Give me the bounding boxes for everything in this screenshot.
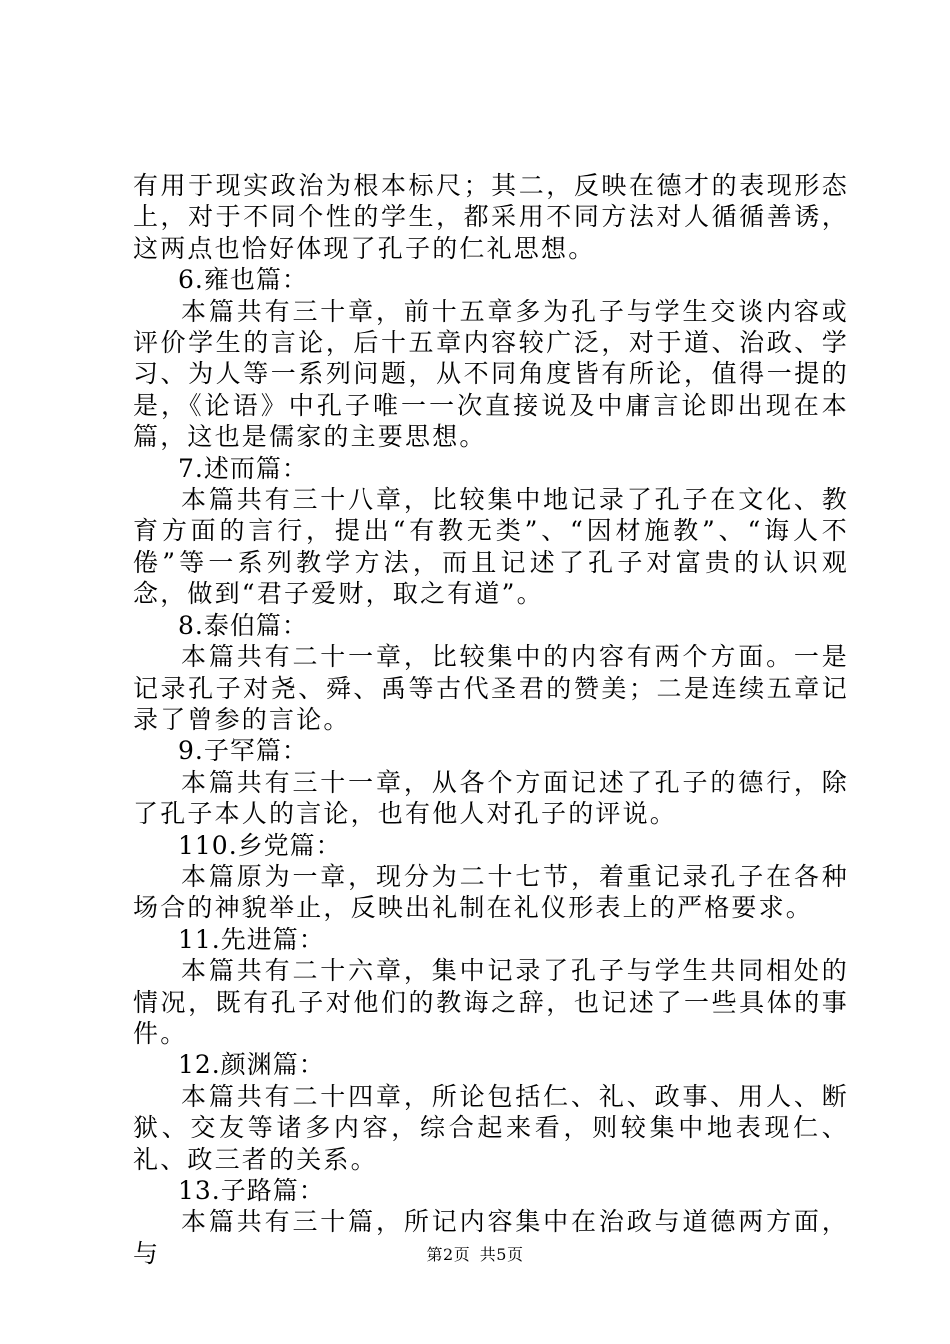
- section-heading-shuer: 7.述而篇：: [178, 453, 308, 483]
- paragraph-yanyuan: 本篇共有二十四章，所论包括仁、礼、政事、用人、断狱、交友等诸多内容，综合起来看，则较集中地表现仁、礼、政三者的关系。: [133, 1081, 849, 1174]
- section-heading-xianjin: 11.先进篇：: [178, 924, 325, 954]
- section-heading-xiangdang: 110.乡党篇：: [178, 830, 342, 860]
- page-footer: 第2页 共5页: [426, 1245, 524, 1264]
- paragraph-shuer: 本篇共有三十八章，比较集中地记录了孔子在文化、教育方面的言行，提出“有教无类”、“因材施教”、“诲人不倦”等一系列教学方法，而且记述了孔子对富贵的认识观念，做到“君子爱财，取之有道”。: [133, 485, 849, 609]
- document-body: [133, 170, 849, 1269]
- paragraph-zilu: 本篇共有三十篇，所记内容集中在治政与道德两方面，与: [133, 1207, 849, 1268]
- paragraph-xiangdang: 本篇原为一章，现分为二十七节，着重记录孔子在各种场合的神貌举止，反映出礼制在礼仪形表上的严格要求。: [133, 861, 849, 923]
- paragraph-zihan: 本篇共有三十一章，从各个方面记述了孔子的德行，除了孔子本人的言论，也有他人对孔子的评说。: [133, 767, 849, 829]
- section-heading-yongye: 6.雍也篇：: [178, 265, 308, 295]
- paragraph-taibo: 本篇共有二十一章，比较集中的内容有两个方面。一是记录孔子对尧、舜、禹等古代圣君的赞美；二是连续五章记录了曾参的言论。: [133, 642, 849, 734]
- section-heading-taibo: 8.泰伯篇：: [178, 610, 308, 640]
- paragraph-continuation: 有用于现实政治为根本标尺；其二，反映在德才的表现形态上，对于不同个性的学生，都采用不同方法对人循循善诱，这两点也恰好体现了孔子的仁礼思想。: [133, 171, 849, 263]
- section-heading-zihan: 9.子罕篇：: [178, 736, 308, 766]
- paragraph-yongye: 本篇共有三十章，前十五章多为孔子与学生交谈内容或评价学生的言论，后十五章内容较广泛，对于道、治政、学习、为人等一系列问题，从不同角度皆有所论，值得一提的是，《论语》中孔子唯一一次直接说及中庸言论即出现在本篇，这也是儒家的主要思想。: [133, 296, 849, 452]
- section-heading-zilu: 13.子路篇：: [178, 1176, 325, 1205]
- section-heading-yanyuan: 12.颜渊篇：: [178, 1050, 325, 1080]
- paragraph-xianjin: 本篇共有二十六章，集中记录了孔子与学生共同相处的情况，既有孔子对他们的教诲之辞，也记述了一些具体的事件。: [133, 956, 849, 1048]
